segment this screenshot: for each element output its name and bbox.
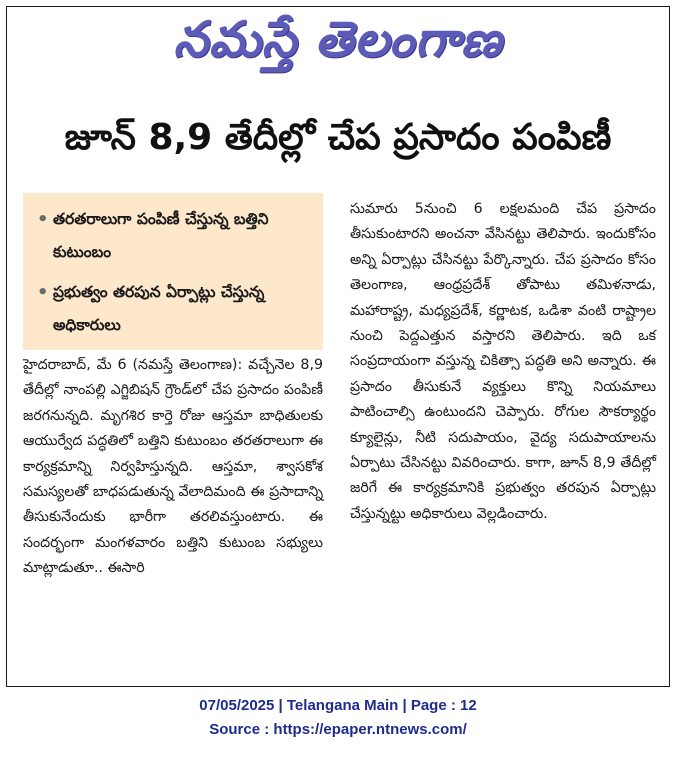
highlight-text: ప్రభుత్వం తరపున ఏర్పాట్లు చేస్తున్న అధికారులు [53,283,265,334]
highlights-box [23,193,323,350]
bullet-icon: • [37,209,49,230]
article-body-right: సుమారు 5నుంచి 6 లక్షలమంది చేప ప్రసాదం తీసుకుంటారని అంచనా వేసినట్టు తెలిపారు. ఇందుకోసం అన్ని ఏర్పాట్లు చేసినట్టు పేర్కొన్నారు. చేప ప్రసాదం కోసం తెలంగాణ, ఆంధ్రప్రదేశ్ తోపాటు తమిళనాడు, మహారాష్ట్ర, మధ్యప్రదేశ్, కర్ణాటక, ఒడిశా వంటి రాష్ట్రాల నుంచి పెద్దఎత్తున వస్తారని తెలిపారు. ఇది ఒక సంప్రదాయంగా వస్తున్న చికిత్సా పద్ధతి అని అన్నారు. ఈ ప్రసాదం తీసుకునే వ్యక్తులు కొన్ని నియమాలు పాటించాల్సి ఉంటుందని చెప్పారు. రోగుల సౌకర్యార్థం క్యూలైన్లు, నీటి సదుపాయం, వైద్య సదుపాయాలను ఏర్పాటు చేసినట్టు వివరించారు. కాగా, జూన్ 8,9 తేదీల్లో జరిగే ఈ కార్యక్రమానికి ప్రభుత్వం తరపున ఏర్పాట్లు చేస్తున్నట్టు అధికారులు వెల్లడించారు. [350,201,656,522]
article-body-left: హైదరాబాద్, మే 6 (నమస్తే తెలంగాణ): వచ్చేనెల 8,9 తేదీల్లో నాంపల్లి ఎగ్జిబిషన్ గ్రౌండ్‌లో చేప ప్రసాదం పంపిణీ జరగనున్నది. మృగశిర కార్తె రోజు ఆస్తమా బాధితులకు ఆయుర్వేద పద్ధతిలో బత్తిని కుటుంబం తరతరాలుగా ఈ కార్యక్రమాన్ని నిర్వహిస్తున్నది. ఆస్తమా, శ్వాసకోశ సమస్యలతో బాధపడుతున్న వేలాదిమంది ఈ ప్రసాదాన్ని తీసుకునేందుకు భారీగా తరలివస్తుంటారు. ఈ సందర్భంగా మంగళవారం బత్తిని కుటుంబ సభ్యులు మాట్లాడుతూ.. ఈసారి [23,357,323,577]
source-info: Source : https://epaper.ntnews.com/ [209,721,467,738]
masthead-title: నమస్తే తెలంగాణ [173,11,503,68]
article-column-left [23,353,323,582]
highlight-item [37,203,313,269]
newspaper-clipping [6,6,670,687]
highlight-text: తరతరాలుగా పంపిణీ చేస్తున్న బత్తిని కుటుంబం [53,210,269,261]
masthead-logo [7,11,669,80]
article-headline: జూన్ 8,9 తేదీల్లో చేప ప్రసాదం పంపిణీ [64,117,612,158]
edition-info: 07/05/2025 | Telangana Main | Page : 12 [199,697,477,714]
bullet-icon: • [37,282,49,303]
highlight-item [37,276,313,342]
article-column-right [350,197,656,527]
